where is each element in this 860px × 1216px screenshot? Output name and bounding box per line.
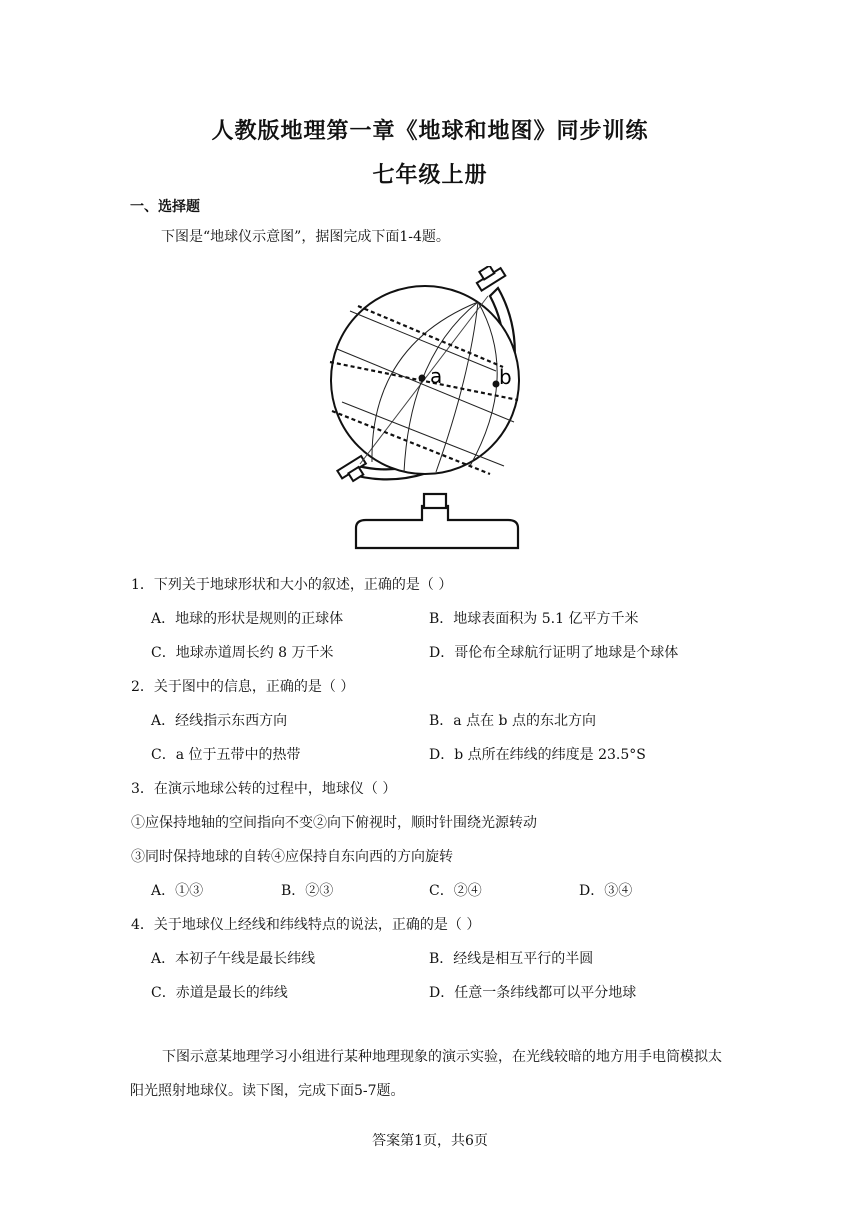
page-footer: 答案第1页，共6页 <box>372 1133 488 1149</box>
question-1-option-b: B．地球表面积为 5.1 亿平方千米 <box>429 611 639 627</box>
question-4-option-a: A．本初子午线是最长纬线 <box>151 951 316 967</box>
globe-base <box>356 506 518 548</box>
figure-intro: 下图是“地球仪示意图”，据图完成下面1-4题。 <box>161 229 450 245</box>
question-3-stem: 3．在演示地球公转的过程中，地球仪（ ） <box>131 781 397 797</box>
label-a: a <box>430 364 443 388</box>
question-3-option-b: B．②③ <box>281 883 334 899</box>
label-b: b <box>499 365 512 389</box>
point-a <box>419 375 426 382</box>
question-4-option-d: D．任意一条纬线都可以平分地球 <box>429 985 637 1001</box>
document-title: 人教版地理第一章《地球和地图》同步训练 <box>211 119 649 144</box>
question-3-option-c: C．②④ <box>429 883 482 899</box>
question-2-stem: 2．关于图中的信息，正确的是（ ） <box>131 679 355 695</box>
question-2-option-d: D．b 点所在纬线的纬度是 23.5°S <box>429 747 646 763</box>
document-subtitle: 七年级上册 <box>372 163 488 188</box>
question-4-stem: 4．关于地球仪上经线和纬线特点的说法，正确的是（ ） <box>131 917 481 933</box>
question-2-option-c: C．a 位于五带中的热带 <box>151 747 301 763</box>
globe-diagram <box>320 266 560 552</box>
reading-passage: 下图示意某地理学习小组进行某种地理现象的演示实验，在光线较暗的地方用手电筒模拟太阳光照射地球仪。读下图，完成下面5-7题。 <box>130 1049 722 1099</box>
question-3-statement-2: ③同时保持地球的自转④应保持自东向西的方向旋转 <box>131 849 453 865</box>
earth-sphere <box>331 286 519 474</box>
section-heading: 一、选择题 <box>130 199 200 215</box>
question-3-option-d: D．③④ <box>579 883 633 899</box>
question-3-option-a: A．①③ <box>151 883 204 899</box>
question-1-option-c: C．地球赤道周长约 8 万千米 <box>151 645 334 661</box>
question-4-option-c: C．赤道是最长的纬线 <box>151 985 288 1001</box>
question-3-statement-1: ①应保持地轴的空间指向不变②向下俯视时，顺时针围绕光源转动 <box>131 815 537 831</box>
question-1-option-d: D．哥伦布全球航行证明了地球是个球体 <box>429 645 679 661</box>
globe-stem <box>424 494 446 508</box>
question-4-option-b: B．经线是相互平行的半圆 <box>429 951 594 967</box>
north-pole-cap <box>473 266 506 291</box>
question-1-stem: 1．下列关于地球形状和大小的叙述，正确的是（ ） <box>131 577 453 593</box>
question-2-option-a: A．经线指示东西方向 <box>151 713 288 729</box>
question-1-option-a: A．地球的形状是规则的正球体 <box>151 611 344 627</box>
question-2-option-b: B．a 点在 b 点的东北方向 <box>429 713 596 729</box>
